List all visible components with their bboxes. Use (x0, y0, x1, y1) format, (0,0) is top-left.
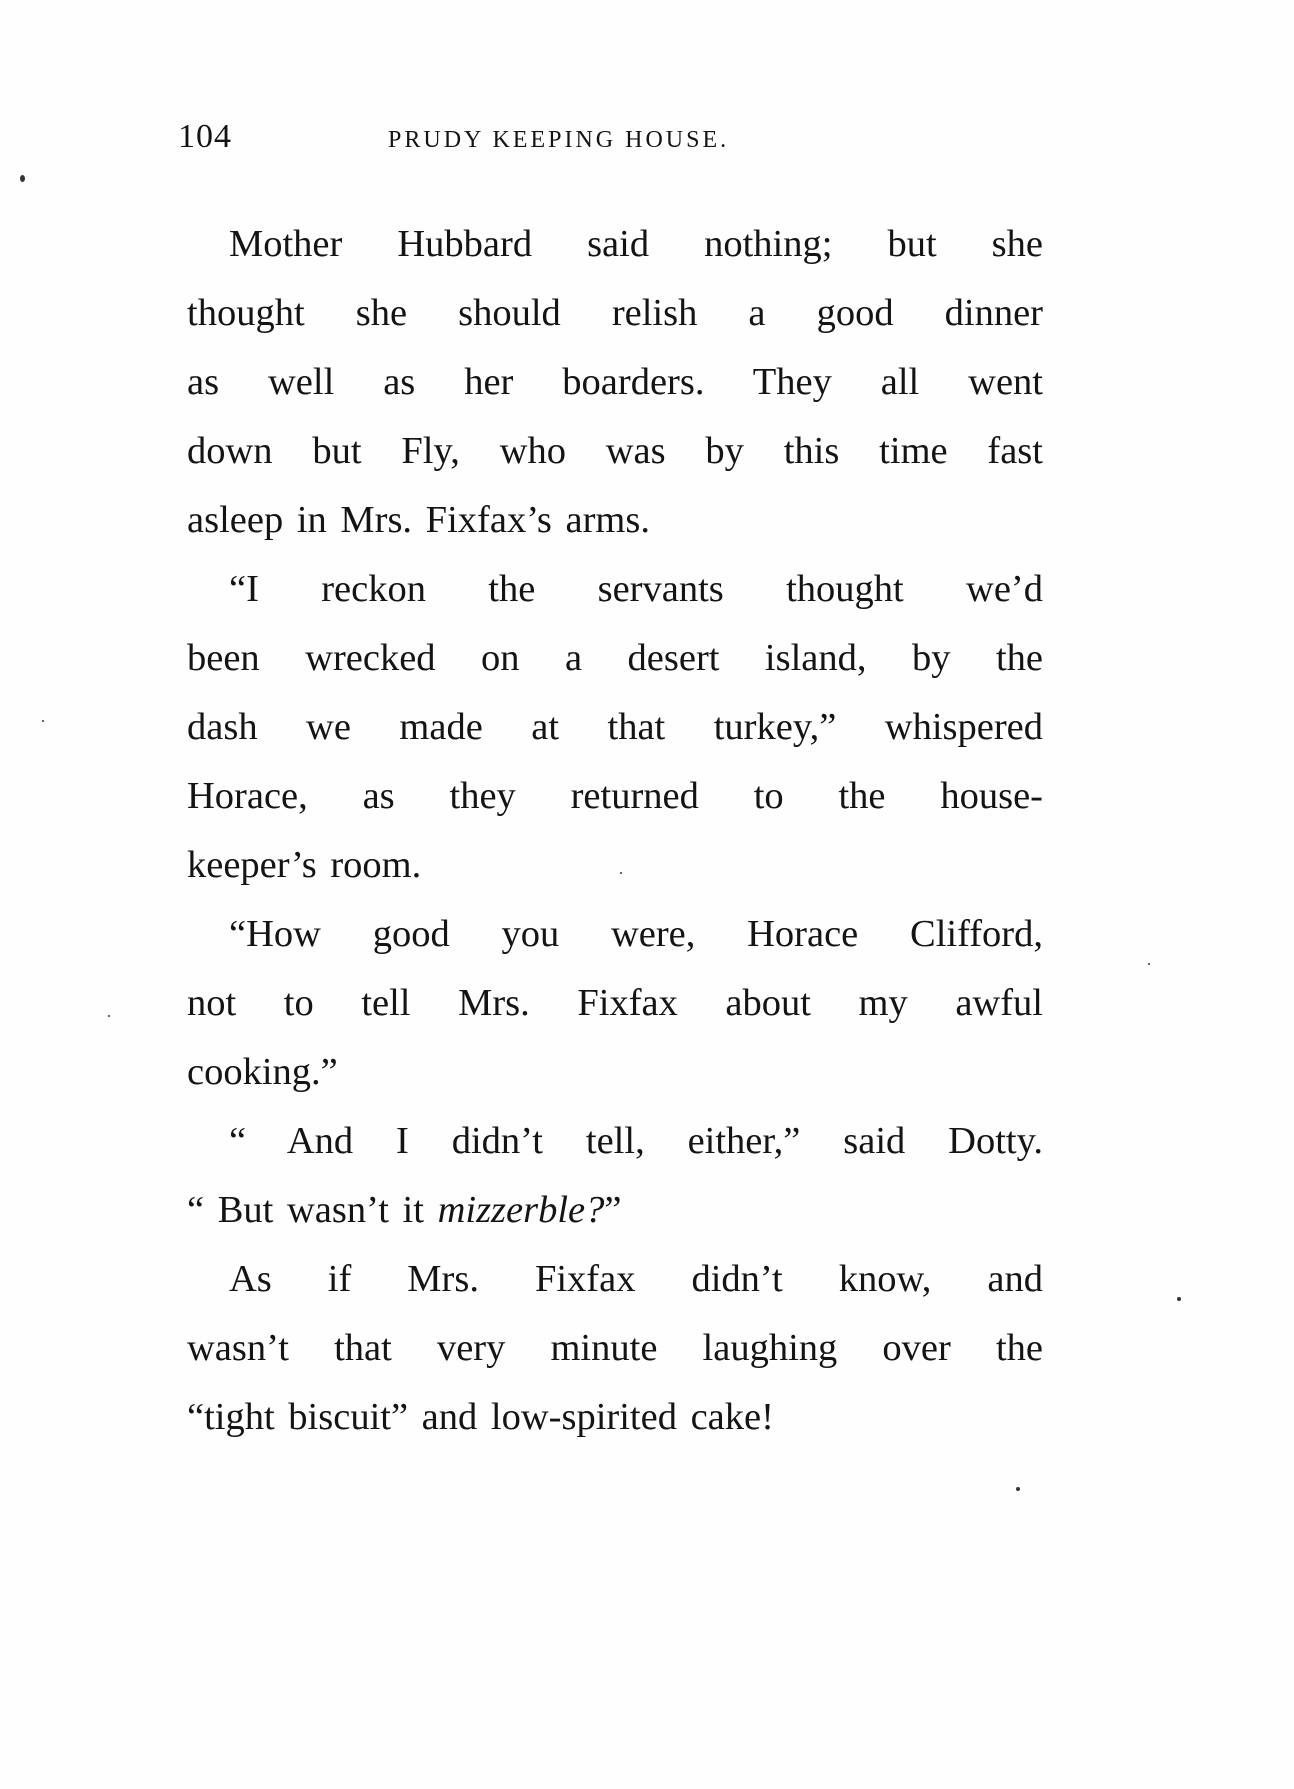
scan-speck (42, 720, 44, 722)
scan-speck (1016, 1487, 1020, 1491)
paragraph-5 (187, 1245, 1043, 1452)
body-text (187, 210, 1043, 1452)
text-line: keeper’s room. (187, 844, 422, 886)
text-line: “tight biscuit” and low-spirited cake! (187, 1396, 774, 1438)
text-line: as well as her boarders. They all went (187, 361, 1043, 403)
text-line: cooking.” (187, 1051, 338, 1093)
scan-speck (1148, 963, 1150, 965)
text-line: “I reckon the servants thought we’d (229, 568, 1043, 610)
page-number: 104 (178, 118, 232, 155)
text-line: “ And I didn’t tell, either,” said Dotty. (229, 1120, 1043, 1162)
text-line: As if Mrs. Fixfax didn’t know, and (229, 1258, 1043, 1300)
text-line: been wrecked on a desert island, by the (187, 637, 1043, 679)
running-head (178, 118, 1038, 158)
text-line: thought she should relish a good dinner (187, 292, 1043, 334)
text-line: asleep in Mrs. Fixfax’s arms. (187, 499, 650, 541)
italic-word: mizzerble? (437, 1189, 605, 1231)
text-line: dash we made at that turkey,” whispered (187, 706, 1043, 748)
text-line: “How good you were, Horace Clifford, (229, 913, 1043, 955)
paragraph-4 (187, 1107, 1043, 1245)
paragraph-3 (187, 900, 1043, 1107)
text-line: not to tell Mrs. Fixfax about my awful (187, 982, 1043, 1024)
text-line-with-italic (187, 1176, 1043, 1245)
running-title: PRUDY KEEPING HOUSE. (388, 127, 730, 153)
text-segment: “ But wasn’t it (187, 1189, 438, 1231)
text-line: Mother Hubbard said nothing; but she (229, 223, 1043, 265)
scan-speck (20, 175, 25, 182)
scan-speck (1177, 1297, 1181, 1301)
text-line: wasn’t that very minute laughing over the (187, 1327, 1043, 1369)
paragraph-1 (187, 210, 1043, 555)
text-line: down but Fly, who was by this time fast (187, 430, 1043, 472)
scan-speck (108, 1015, 110, 1017)
scan-speck (620, 872, 622, 874)
paragraph-2 (187, 555, 1043, 900)
closing-quote: ” (604, 1189, 622, 1231)
text-line: Horace, as they returned to the house- (187, 775, 1043, 817)
